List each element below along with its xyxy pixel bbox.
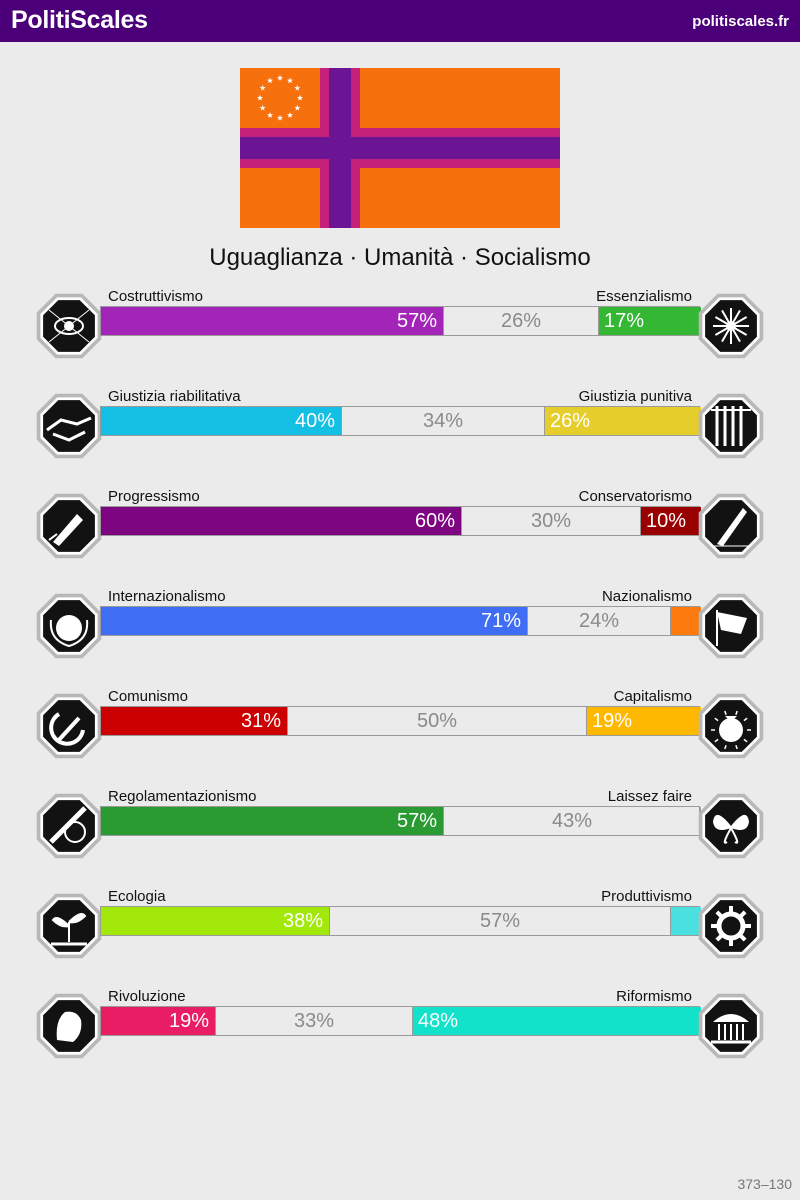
- axis-left-label: Giustizia riabilitativa: [108, 388, 241, 405]
- bar-left-segment: 71%: [101, 607, 527, 635]
- quill-pen-icon: [695, 490, 767, 562]
- bar-neutral-segment: 26%: [443, 307, 599, 335]
- axis-right-label: Produttivismo: [601, 888, 692, 905]
- bar-left-segment: 19%: [101, 1007, 215, 1035]
- bar-right-segment: 19%: [587, 707, 701, 735]
- bar-neutral-segment: 24%: [527, 607, 671, 635]
- bar-neutral-segment: 43%: [443, 807, 701, 835]
- bar-neutral-segment: 34%: [341, 407, 545, 435]
- axis-left-label: Progressismo: [108, 488, 200, 505]
- axis-right-label: Conservatorismo: [578, 488, 692, 505]
- gear-icon: [695, 890, 767, 962]
- axis-row: [0, 688, 800, 768]
- axis-right-label: Essenzialismo: [596, 288, 692, 305]
- axis-right-label: Giustizia punitiva: [578, 388, 692, 405]
- axis-left-label: Ecologia: [108, 888, 166, 905]
- bar-left-segment: 38%: [101, 907, 329, 935]
- bar-right-segment: 26%: [545, 407, 701, 435]
- butterfly-icon: [695, 790, 767, 862]
- axis-bar: [100, 306, 700, 336]
- sprout-icon: [33, 890, 105, 962]
- axis-bar: [100, 706, 700, 736]
- axis-right-label: Capitalismo: [613, 688, 692, 705]
- bar-right-segment: 48%: [413, 1007, 701, 1035]
- axis-left-label: Rivoluzione: [108, 988, 186, 1005]
- bar-neutral-segment: 33%: [215, 1007, 413, 1035]
- eye-web-icon: [33, 290, 105, 362]
- brand-title[interactable]: PolitiScales: [11, 6, 148, 34]
- bar-left-segment: 60%: [101, 507, 461, 535]
- axis-left-label: Internazionalismo: [108, 588, 226, 605]
- site-link[interactable]: politiscales.fr: [692, 13, 789, 30]
- app-header: [0, 0, 800, 42]
- axis-bar: [100, 506, 700, 536]
- money-bag-icon: [695, 690, 767, 762]
- bar-left-segment: 40%: [101, 407, 341, 435]
- flag-image: [240, 68, 560, 228]
- axis-row: [0, 788, 800, 868]
- handshake-icon: [33, 390, 105, 462]
- axis-row: [0, 988, 800, 1068]
- footer-code: 373–130: [737, 1176, 792, 1192]
- axis-bar: [100, 806, 700, 836]
- axis-bar: [100, 1006, 700, 1036]
- axis-left-label: Costruttivismo: [108, 288, 204, 305]
- bar-right-segment: 10%: [641, 507, 701, 535]
- axis-row: [0, 588, 800, 668]
- bar-left-segment: 31%: [101, 707, 287, 735]
- axis-bar: [100, 906, 700, 936]
- bar-left-segment: 57%: [101, 807, 443, 835]
- axis-bar: [100, 606, 700, 636]
- axis-right-label: Laissez faire: [607, 788, 692, 805]
- axis-right-label: Riformismo: [616, 988, 692, 1005]
- hammer-sickle-icon: [33, 690, 105, 762]
- slogan: Uguaglianza · Umanità · Socialismo: [209, 244, 591, 271]
- bar-right-segment: 17%: [599, 307, 701, 335]
- parliament-icon: [695, 990, 767, 1062]
- prison-bars-icon: [695, 390, 767, 462]
- axis-left-label: Comunismo: [108, 688, 189, 705]
- fist-icon: [33, 990, 105, 1062]
- axis-left-label: Regolamentazionismo: [108, 788, 257, 805]
- axis-right-label: Nazionalismo: [601, 588, 692, 605]
- axis-row: [0, 488, 800, 568]
- globe-laurel-icon: [33, 590, 105, 662]
- flag-icon: [695, 590, 767, 662]
- ruler-tools-icon: [33, 790, 105, 862]
- bar-left-segment: 57%: [101, 307, 443, 335]
- flower-burst-icon: [695, 290, 767, 362]
- axis-row: [0, 388, 800, 468]
- axis-bar: [100, 406, 700, 436]
- bar-neutral-segment: 50%: [287, 707, 587, 735]
- bar-neutral-segment: 30%: [461, 507, 641, 535]
- rocket-icon: [33, 490, 105, 562]
- bar-neutral-segment: 57%: [329, 907, 671, 935]
- axis-row: [0, 288, 800, 368]
- axis-row: [0, 888, 800, 968]
